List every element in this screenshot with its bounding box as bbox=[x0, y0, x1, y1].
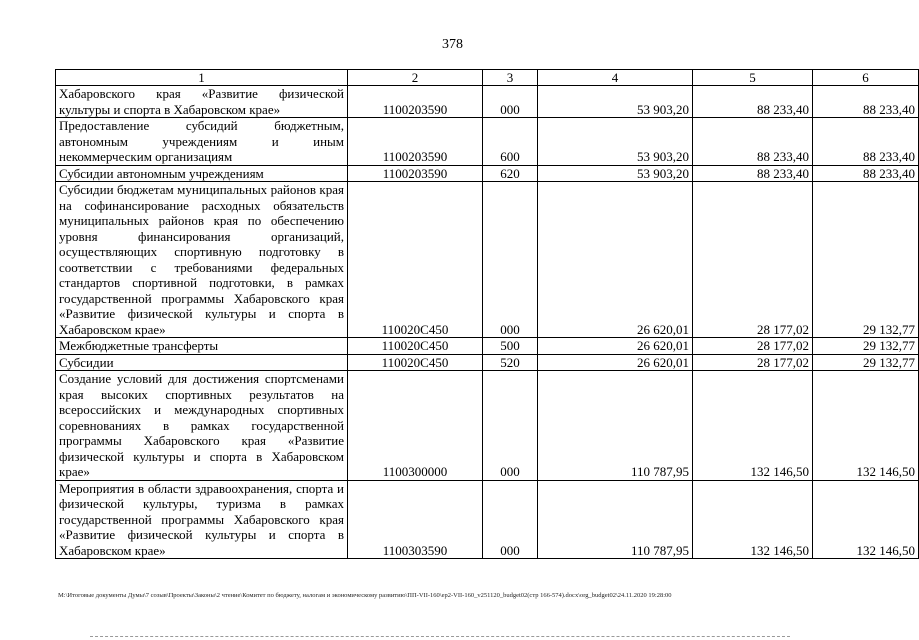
row-value-1: 53 903,20 bbox=[538, 86, 693, 118]
row-value-2: 28 177,02 bbox=[693, 182, 813, 338]
row-target-code: 1100203590 bbox=[348, 118, 483, 166]
page-edge-divider bbox=[90, 636, 790, 638]
row-target-code: 1100303590 bbox=[348, 480, 483, 559]
row-expense-type: 000 bbox=[483, 86, 538, 118]
row-value-2: 132 146,50 bbox=[693, 480, 813, 559]
row-name: Мероприятия в области здравоохранения, спорта и физической культуры, туризма в рамках государственной программы Хабаровского края «Развитие физической культуры и спорта в Хабаровском крае» bbox=[56, 480, 348, 559]
row-name: Предоставление субсидий бюджетным, автономным учреждениям и иным некоммерческим организациям bbox=[56, 118, 348, 166]
row-value-2: 28 177,02 bbox=[693, 338, 813, 355]
table-row bbox=[56, 165, 919, 182]
row-value-2: 88 233,40 bbox=[693, 118, 813, 166]
row-expense-type: 000 bbox=[483, 371, 538, 481]
column-header-2: 2 bbox=[348, 70, 483, 86]
row-target-code: 110020С450 bbox=[348, 182, 483, 338]
column-header-4: 4 bbox=[538, 70, 693, 86]
table-row bbox=[56, 182, 919, 338]
row-value-3: 29 132,77 bbox=[813, 338, 919, 355]
row-target-code: 1100203590 bbox=[348, 86, 483, 118]
row-expense-type: 620 bbox=[483, 165, 538, 182]
row-expense-type: 500 bbox=[483, 338, 538, 355]
row-value-2: 132 146,50 bbox=[693, 371, 813, 481]
row-name: Субсидии бюджетам муниципальных районов края на софинансирование расходных обязательств муниципальных районов края по обеспечению уровня финансирования организаций, осуществляющих спортивную подготовку в соответствии с требованиями федеральных стандартов спортивной подготовки, в рамках государственной программы Хабаровского края «Развитие физической культуры и спорта в Хабаровском крае» bbox=[56, 182, 348, 338]
table-row bbox=[56, 480, 919, 559]
row-name: Субсидии автономным учреждениям bbox=[56, 165, 348, 182]
row-expense-type: 000 bbox=[483, 182, 538, 338]
table-row bbox=[56, 338, 919, 355]
row-value-1: 110 787,95 bbox=[538, 371, 693, 481]
row-value-3: 132 146,50 bbox=[813, 371, 919, 481]
row-value-3: 88 233,40 bbox=[813, 86, 919, 118]
row-value-3: 29 132,77 bbox=[813, 182, 919, 338]
row-name: Хабаровского края «Развитие физической культуры и спорта в Хабаровском крае» bbox=[56, 86, 348, 118]
column-header-3: 3 bbox=[483, 70, 538, 86]
row-value-1: 26 620,01 bbox=[538, 338, 693, 355]
table-row bbox=[56, 371, 919, 481]
row-value-3: 132 146,50 bbox=[813, 480, 919, 559]
column-header-5: 5 bbox=[693, 70, 813, 86]
row-value-3: 29 132,77 bbox=[813, 354, 919, 371]
row-expense-type: 000 bbox=[483, 480, 538, 559]
page-number: 378 bbox=[442, 37, 463, 52]
row-value-2: 88 233,40 bbox=[693, 86, 813, 118]
row-value-1: 26 620,01 bbox=[538, 354, 693, 371]
row-value-1: 110 787,95 bbox=[538, 480, 693, 559]
row-value-2: 28 177,02 bbox=[693, 354, 813, 371]
row-value-1: 53 903,20 bbox=[538, 118, 693, 166]
budget-table bbox=[55, 69, 919, 559]
row-target-code: 110020С450 bbox=[348, 354, 483, 371]
row-value-1: 53 903,20 bbox=[538, 165, 693, 182]
row-expense-type: 520 bbox=[483, 354, 538, 371]
row-value-3: 88 233,40 bbox=[813, 118, 919, 166]
row-target-code: 110020С450 bbox=[348, 338, 483, 355]
row-target-code: 1100300000 bbox=[348, 371, 483, 481]
row-value-3: 88 233,40 bbox=[813, 165, 919, 182]
row-expense-type: 600 bbox=[483, 118, 538, 166]
column-header-6: 6 bbox=[813, 70, 919, 86]
column-header-1: 1 bbox=[56, 70, 348, 86]
row-value-2: 88 233,40 bbox=[693, 165, 813, 182]
table-row bbox=[56, 354, 919, 371]
row-value-1: 26 620,01 bbox=[538, 182, 693, 338]
row-name: Субсидии bbox=[56, 354, 348, 371]
row-name: Создание условий для достижения спортсменами края высоких спортивных результатов на всероссийских и международных спортивных соревнованиях в рамках государственной программы Хабаровского края «Развитие физической культуры и спорта в Хабаровском крае» bbox=[56, 371, 348, 481]
table-row bbox=[56, 118, 919, 166]
row-target-code: 1100203590 bbox=[348, 165, 483, 182]
table-row bbox=[56, 86, 919, 118]
row-name: Межбюджетные трансферты bbox=[56, 338, 348, 355]
header-row bbox=[56, 70, 919, 86]
file-path-footer: M:\Итоговые документы Думы\7 созыв\Проекты\Законы\2 чтение\Комитет по бюджету, налогам и экономическому развитию\ПП-VII-160\ep2-VII-160_v251120_budget02(стр 166-574).docx\org_budget02\24.11.2020 19:28:00 bbox=[58, 592, 672, 599]
